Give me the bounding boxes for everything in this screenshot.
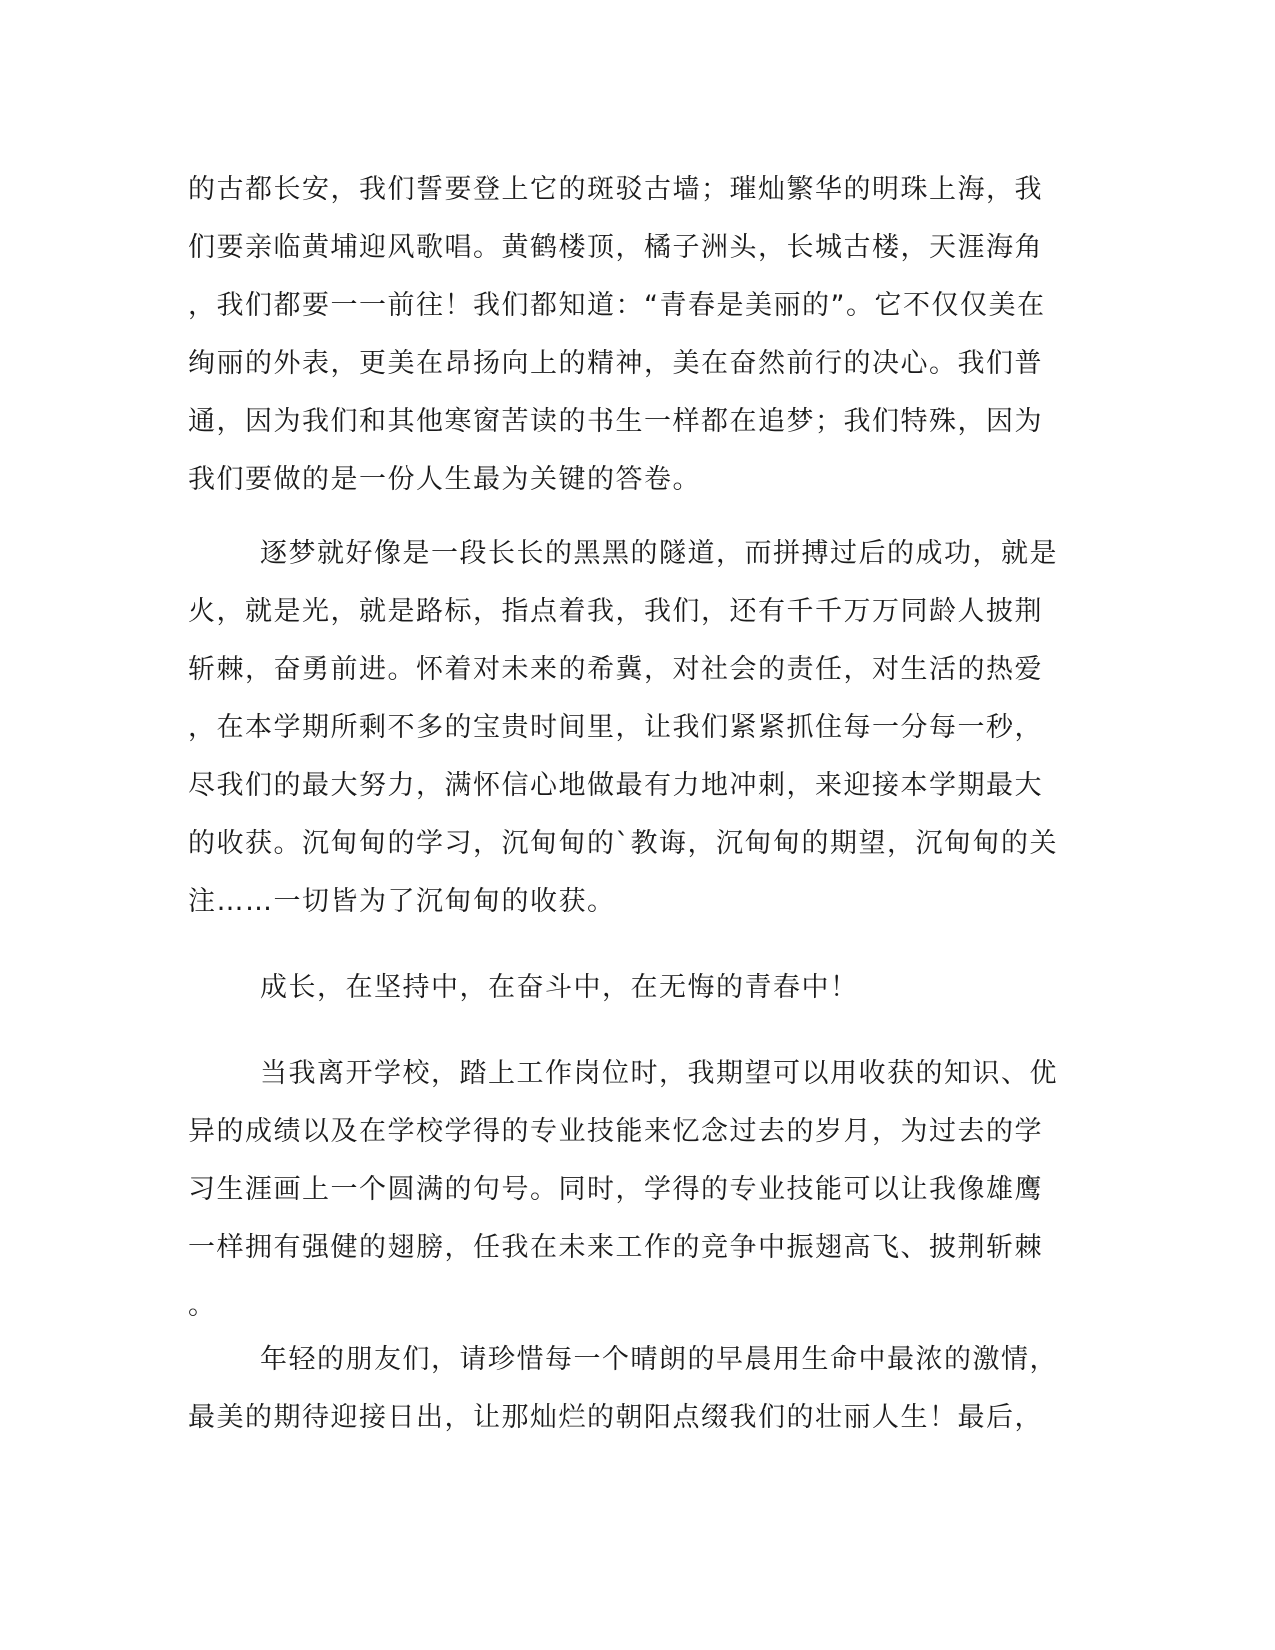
paragraph-line: 。 — [188, 1290, 217, 1321]
paragraph-line: 绚丽的外表，更美在昂扬向上的精神，美在奋然前行的决心。我们普 — [188, 348, 1043, 379]
paragraph-line: 火，就是光，就是路标，指点着我，我们，还有千千万万同龄人披荆 — [188, 596, 1043, 627]
paragraph-4 — [188, 1045, 1068, 1335]
paragraph-line: 习生涯画上一个圆满的句号。同时，学得的专业技能可以让我像雄鹰 — [188, 1174, 1043, 1205]
paragraph-line: 我们要做的是一份人生最为关键的答卷。 — [188, 464, 701, 495]
paragraph-line: 一样拥有强健的翅膀，任我在未来工作的竞争中振翅高飞、披荆斩棘 — [188, 1232, 1043, 1263]
paragraph-line: ，我们都要一一前往！我们都知道：“青春是美丽的”。它不仅仅美在 — [188, 290, 1046, 321]
paragraph-line: 逐梦就好像是一段长长的黑黑的隧道，而拼搏过后的成功，就是 — [260, 538, 1058, 569]
paragraph-line: ，在本学期所剩不多的宝贵时间里，让我们紧紧抓住每一分每一秒， — [188, 712, 1043, 743]
paragraph-line: 异的成绩以及在学校学得的专业技能来忆念过去的岁月，为过去的学 — [188, 1116, 1043, 1147]
paragraph-line: 当我离开学校，踏上工作岗位时，我期望可以用收获的知识、优 — [260, 1058, 1058, 1089]
paragraph-2 — [188, 525, 1068, 931]
paragraph-3 — [188, 959, 1068, 1017]
paragraph-line: 注……一切皆为了沉甸甸的收获。 — [188, 886, 616, 917]
paragraph-line: 最美的期待迎接日出，让那灿烂的朝阳点缀我们的壮丽人生！最后， — [188, 1402, 1043, 1433]
paragraph-line: 的古都长安，我们誓要登上它的斑驳古墙；璀灿繁华的明珠上海，我 — [188, 174, 1043, 205]
paragraph-1 — [188, 161, 1068, 509]
paragraph-line: 的收获。沉甸甸的学习，沉甸甸的`教诲，沉甸甸的期望，沉甸甸的关 — [188, 828, 1058, 859]
paragraph-line: 通，因为我们和其他寒窗苦读的书生一样都在追梦；我们特殊，因为 — [188, 406, 1043, 437]
paragraph-line: 成长，在坚持中，在奋斗中，在无悔的青春中！ — [260, 972, 859, 1003]
paragraph-5 — [188, 1331, 1068, 1447]
paragraph-line: 们要亲临黄埔迎风歌唱。黄鹤楼顶，橘子洲头，长城古楼，天涯海角 — [188, 232, 1043, 263]
paragraph-line: 斩棘，奋勇前进。怀着对未来的希冀，对社会的责任，对生活的热爱 — [188, 654, 1043, 685]
paragraph-line: 年轻的朋友们，请珍惜每一个晴朗的早晨用生命中最浓的激情， — [260, 1344, 1058, 1375]
paragraph-line: 尽我们的最大努力，满怀信心地做最有力地冲刺，来迎接本学期最大 — [188, 770, 1043, 801]
